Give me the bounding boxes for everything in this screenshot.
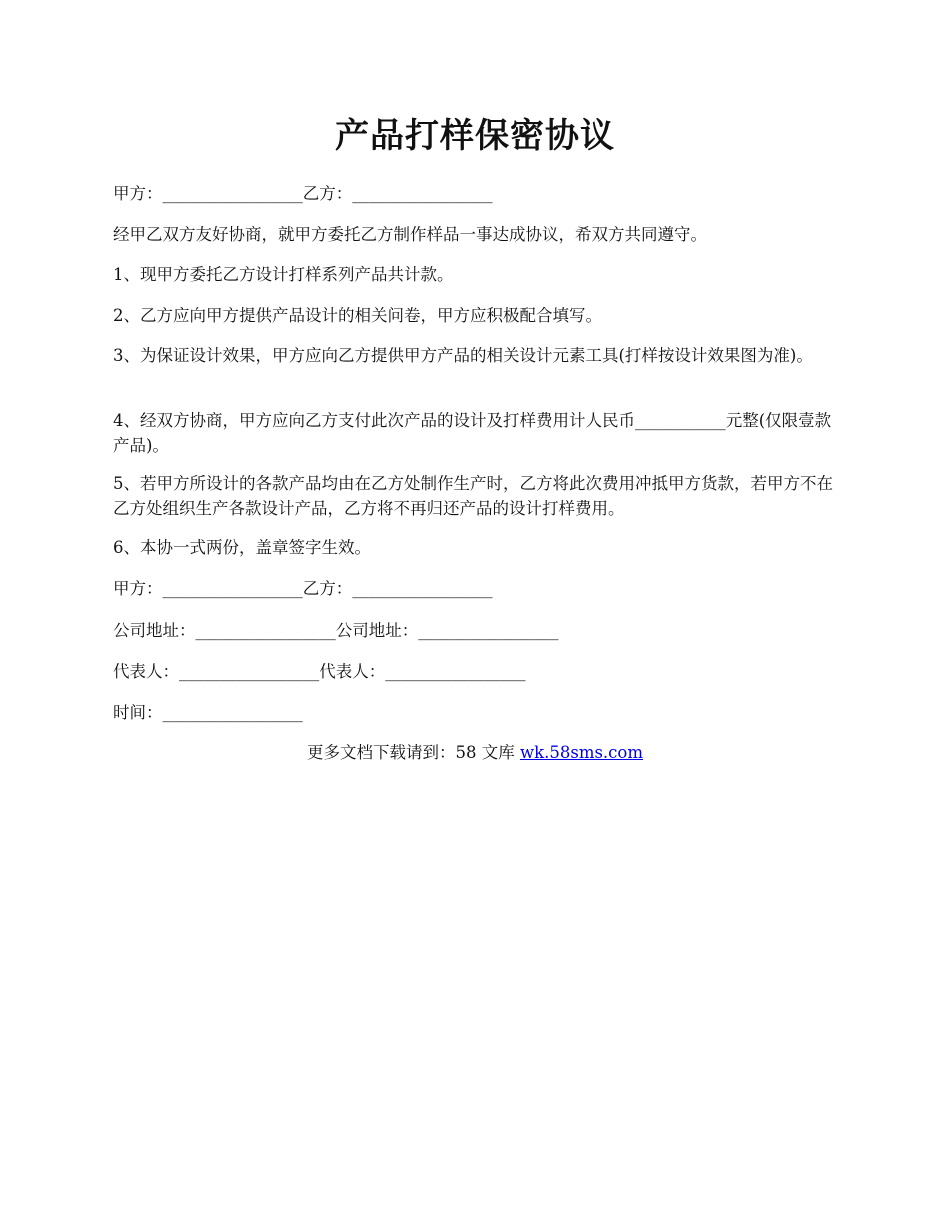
signature-date-line: 时间：_________________	[113, 703, 303, 722]
intro-paragraph: 经甲乙双方友好协商，就甲方委托乙方制作样品一事达成协议，希双方共同遵守。	[113, 225, 707, 244]
header-parties-line: 甲方：_________________乙方：_________________	[113, 184, 493, 203]
footer-text: 更多文档下载请到：58 文库	[306, 743, 520, 762]
clause-6: 6、本协一式两份，盖章签字生效。	[113, 538, 371, 557]
signature-address-line: 公司地址：_________________公司地址：_________________	[113, 621, 559, 640]
footer-link[interactable]: wk.58sms.com	[519, 743, 643, 762]
clause-2: 2、乙方应向甲方提供产品设计的相关问卷，甲方应积极配合填写。	[113, 306, 602, 325]
signature-parties-line: 甲方：_________________乙方：_________________	[113, 579, 493, 598]
clause-5: 5、若甲方所设计的各款产品均由在乙方处制作生产时，乙方将此次费用冲抵甲方货款，若甲方不在乙方处组织生产各款设计产品，乙方将不再归还产品的设计打样费用。	[113, 474, 833, 518]
clause-1: 1、现甲方委托乙方设计打样系列产品共计款。	[113, 265, 454, 284]
clause-4: 4、经双方协商，甲方应向乙方支付此次产品的设计及打样费用计人民币___________元整(仅限壹款产品)。	[113, 411, 832, 455]
footer	[0, 740, 950, 765]
signature-representative-line: 代表人：_________________代表人：_________________	[113, 662, 526, 681]
clause-3: 3、为保证设计效果，甲方应向乙方提供甲方产品的相关设计元素工具(打样按设计效果图为准)。	[113, 346, 813, 365]
document-title: 产品打样保密协议	[335, 116, 615, 156]
